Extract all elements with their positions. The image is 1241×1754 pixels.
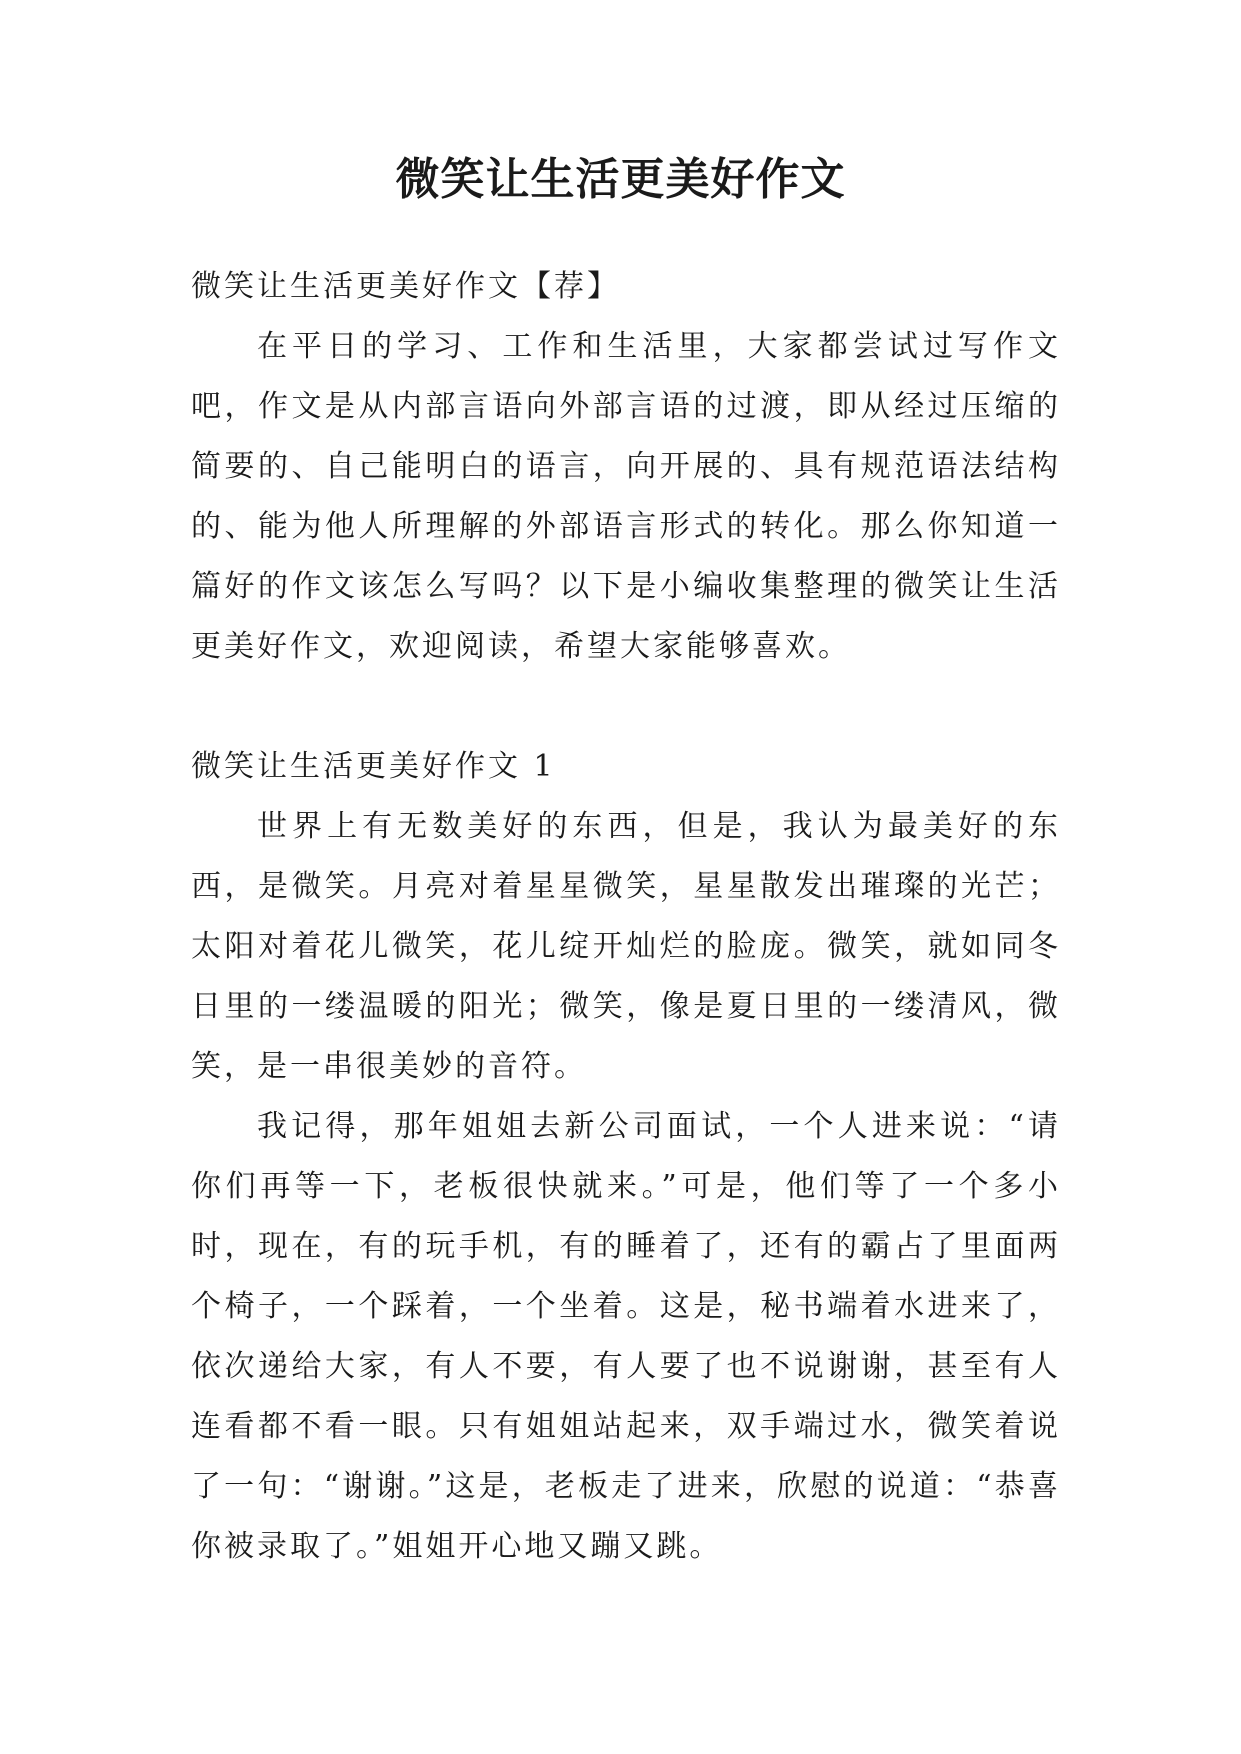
intro-heading: 微笑让生活更美好作文【荐】 [191,269,620,304]
document-title: 微笑让生活更美好作文 [395,154,846,205]
document-body [191,257,1061,1577]
section-1-paragraph-1: 世界上有无数美好的东西，但是，我认为最美好的东西，是微笑。月亮对着星星微笑，星星散发出璀璨的光芒；太阳对着花儿微笑，花儿绽开灿烂的脸庞。微笑，就如同冬日里的一缕温暖的阳光；微笑，像是夏日里的一缕清风，微笑，是一串很美妙的音符。 [191,809,1061,1084]
intro-paragraph: 在平日的学习、工作和生活里，大家都尝试过写作文吧，作文是从内部言语向外部言语的过渡，即从经过压缩的简要的、自己能明白的语言，向开展的、具有规范语法结构的、能为他人所理解的外部语言形式的转化。那么你知道一篇好的作文该怎么写吗？以下是小编收集整理的微笑让生活更美好作文，欢迎阅读，希望大家能够喜欢。 [191,329,1061,664]
section-1-heading: 微笑让生活更美好作文 1 [191,749,556,784]
section-1-paragraph-2: 我记得，那年姐姐去新公司面试，一个人进来说：“请你们再等一下，老板很快就来。”可是，他们等了一个多小时，现在，有的玩手机，有的睡着了，还有的霸占了里面两个椅子，一个踩着，一个坐着。这是，秘书端着水进来了，依次递给大家，有人不要，有人要了也不说谢谢，甚至有人连看都不看一眼。只有姐姐站起来，双手端过水，微笑着说了一句：“谢谢。”这是，老板走了进来，欣慰的说道：“恭喜你被录取了。”姐姐开心地又蹦又跳。 [191,1109,1061,1564]
